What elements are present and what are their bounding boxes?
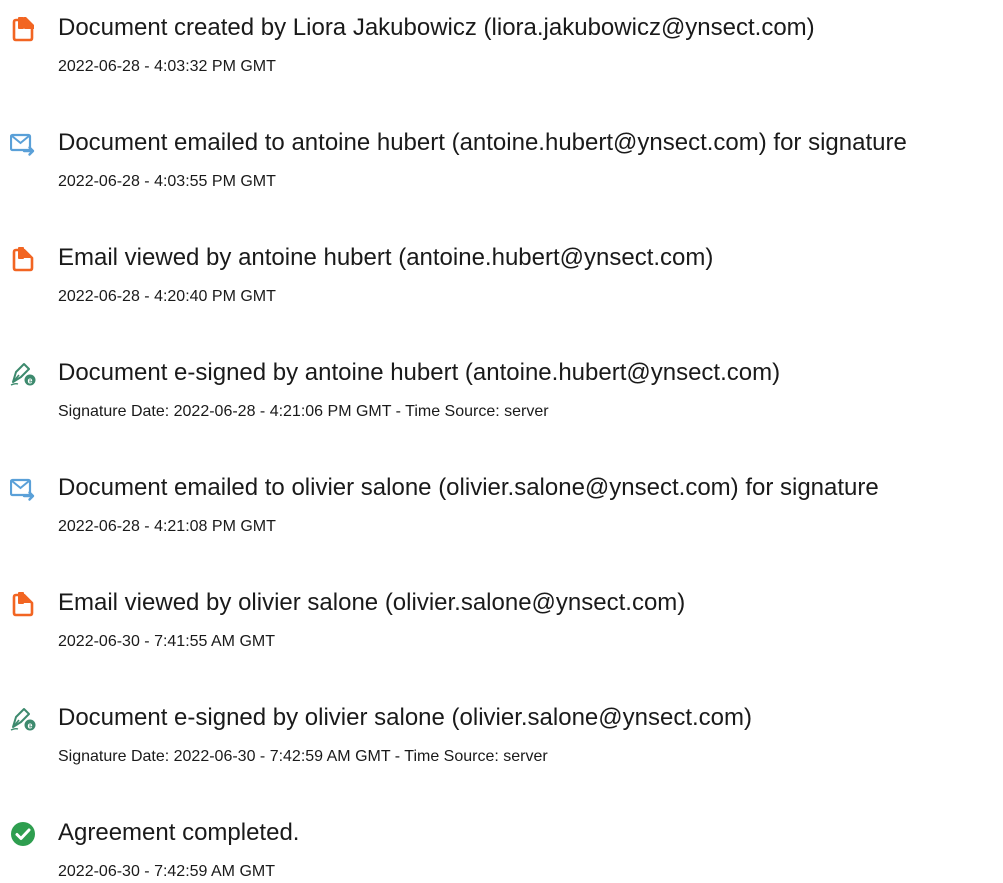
event-title: Email viewed by antoine hubert (antoine.hubert@ynsect.com) — [58, 244, 714, 271]
event-title: Document emailed to antoine hubert (antoine.hubert@ynsect.com) for signature — [58, 129, 907, 156]
event-timestamp: 2022-06-28 - 4:21:08 PM GMT — [58, 518, 276, 535]
event-timestamp: 2022-06-28 - 4:03:55 PM GMT — [58, 173, 276, 190]
event-title: Agreement completed. — [58, 819, 300, 846]
event-timestamp: 2022-06-28 - 4:03:32 PM GMT — [58, 58, 276, 75]
email-icon — [10, 131, 36, 157]
svg-text:e: e — [27, 375, 33, 386]
event-signature-date: Signature Date: 2022-06-28 - 4:21:06 PM GMT - Time Source: server — [58, 403, 549, 420]
event-title: Document e-signed by olivier salone (olivier.salone@ynsect.com) — [58, 704, 753, 731]
event-signature-date: Signature Date: 2022-06-30 - 7:42:59 AM GMT - Time Source: server — [58, 748, 548, 765]
pen-sign-icon — [10, 706, 36, 732]
event-timestamp: 2022-06-28 - 4:20:40 PM GMT — [58, 288, 276, 305]
pen-sign-icon — [10, 361, 36, 387]
document-icon — [10, 591, 36, 617]
checkmark-icon — [10, 821, 36, 847]
document-icon — [10, 246, 36, 272]
event-title: Document created by Liora Jakubowicz (liora.jakubowicz@ynsect.com) — [58, 14, 815, 41]
event-title: Email viewed by olivier salone (olivier.salone@ynsect.com) — [58, 589, 686, 616]
svg-text:e: e — [27, 720, 33, 731]
event-title: Document e-signed by antoine hubert (antoine.hubert@ynsect.com) — [58, 359, 781, 386]
event-timestamp: 2022-06-30 - 7:41:55 AM GMT — [58, 633, 275, 650]
event-title: Document emailed to olivier salone (olivier.salone@ynsect.com) for signature — [58, 474, 879, 501]
email-icon — [10, 476, 36, 502]
event-timestamp: 2022-06-30 - 7:42:59 AM GMT — [58, 863, 275, 880]
document-icon — [10, 16, 36, 42]
